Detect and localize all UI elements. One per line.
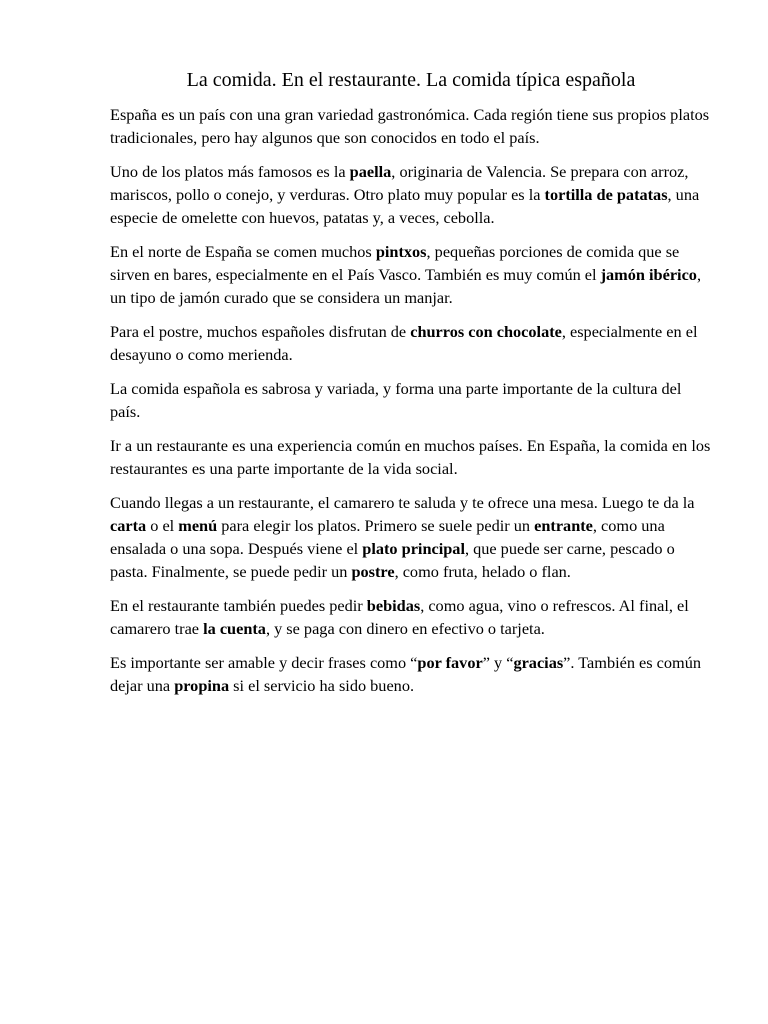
text-run: Cuando llegas a un restaurante, el camarero te saluda y te ofrece una mesa. Luego te da la [110,493,695,513]
paragraph-intro [110,104,712,150]
bold-term: tortilla de patatas [544,184,668,204]
text-run: , como una ensalada o una sopa. Después viene el [110,515,665,558]
bold-term: paella [349,162,392,182]
text-run: La comida española es sabrosa y variada, y forma una parte importante de la cultura del país. [110,378,682,421]
paragraph-paella [110,161,712,229]
text-run: , una especie de omelette con huevos, patatas y, a veces, cebolla. [110,184,700,227]
bold-term: carta [110,515,147,535]
text-run: para elegir los platos. Primero se suele pedir un [217,515,535,535]
text-run: , y se paga con dinero en efectivo o tarjeta. [265,618,545,638]
bold-term: propina [174,675,230,695]
text-run: España es un país con una gran variedad gastronómica. Cada región tiene sus propios platos tradicionales, pero hay algunos que son conocidos en todo el país. [110,105,710,147]
paragraph-ordering [110,492,712,583]
bold-term: menú [178,515,218,535]
text-run: En el restaurante también puedes pedir [110,595,367,615]
text-run: ” y “ [482,652,514,672]
text-run: , como agua, vino o refrescos. Al final, el camarero trae [110,595,689,638]
bold-term: churros con chocolate [410,321,562,341]
text-run: , un tipo de jamón curado que se considera un manjar. [110,264,702,307]
paragraph-north [110,241,712,309]
bold-term: bebidas [366,595,421,615]
text-run: , originaria de Valencia. Se prepara con arroz, mariscos, pollo o conejo, y verduras. Otro plato muy popular es la [110,162,689,204]
paragraph-manners [110,652,712,698]
text-run: , pequeñas porciones de comida que se sirven en bares, especialmente en el País Vasco. También es muy común el [110,241,680,284]
text-run: , que puede ser carne, pescado o pasta. Finalmente, se puede pedir un [110,538,675,581]
text-run: Es importante ser amable y decir frases como “ [110,652,418,672]
bold-term: la cuenta [203,618,266,638]
bold-term: gracias [513,652,564,672]
paragraph-dessert [110,321,712,367]
bold-term: jamón ibérico [600,264,697,284]
text-run: ”. También es común dejar una [110,652,701,695]
text-run: Ir a un restaurante es una experiencia común en muchos países. En España, la comida en los restaurantes es una parte importante de la vida social. [110,436,711,478]
document-page [110,68,712,709]
paragraph-summary [110,378,712,424]
bold-term: pintxos [375,241,427,261]
text-run: o el [146,515,179,535]
bold-term: postre [351,561,395,581]
document-title: La comida. En el restaurante. La comida típica española [186,69,636,91]
text-run: Para el postre, muchos españoles disfrutan de [110,321,411,341]
bold-term: entrante [534,515,593,535]
bold-term: plato principal [362,538,465,558]
text-run: Uno de los platos más famosos es la [110,162,350,182]
paragraph-drinks [110,595,712,641]
text-run: En el norte de España se comen muchos [110,241,376,261]
text-run: , especialmente en el desayuno o como merienda. [110,321,698,364]
text-run: , como fruta, helado o flan. [394,561,571,581]
text-run: si el servicio ha sido bueno. [229,675,415,695]
bold-term: por favor [417,652,483,672]
paragraph-restaurant-intro [110,435,712,481]
